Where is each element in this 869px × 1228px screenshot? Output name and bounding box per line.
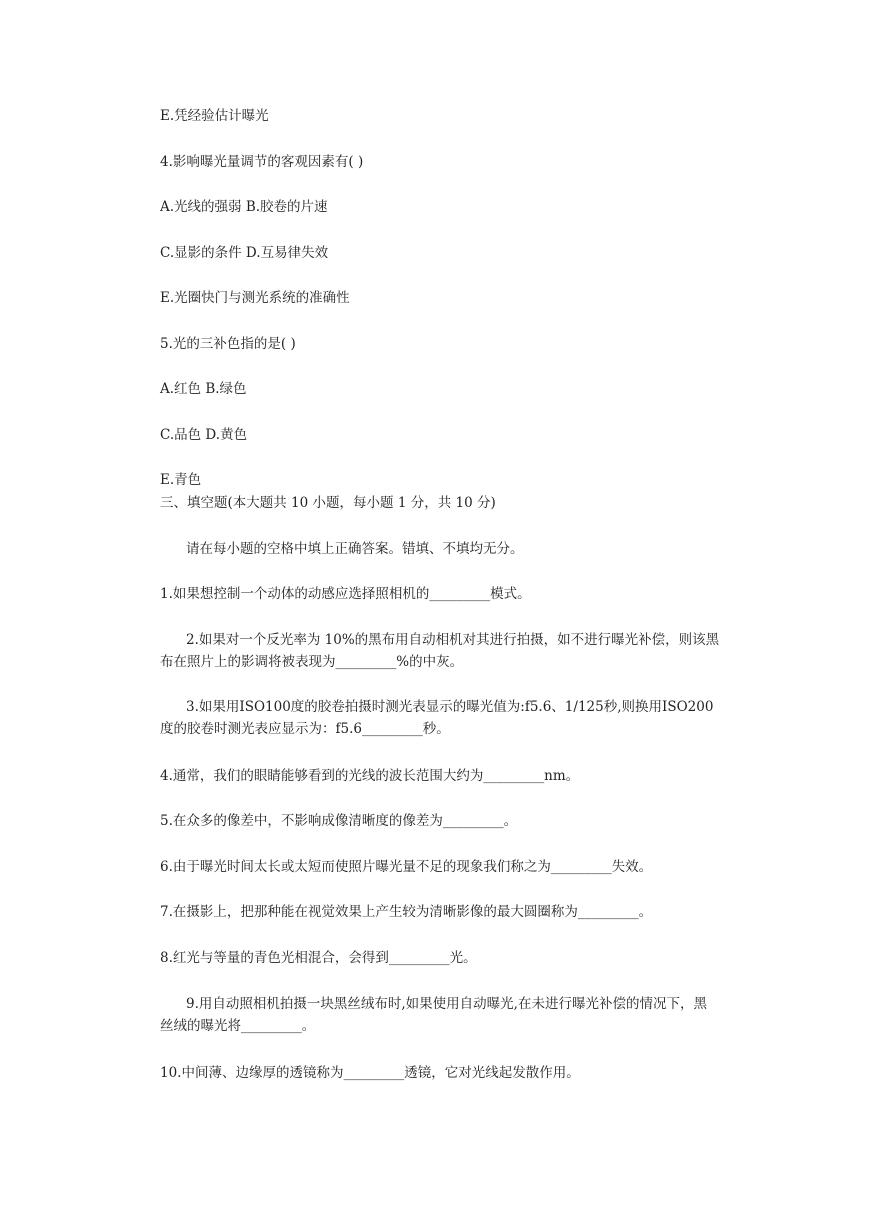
fill-question-3: 3.如果用ISO100度的胶卷拍摄时测光表显示的曝光值为:f5.6、1/125秒,则换用ISO200度的胶卷时测光表应显示为：f5.6_________秒。: [160, 699, 714, 737]
fill-question-7: 7.在摄影上，把那种能在视觉效果上产生较为清晰影像的最大圆圈称为_________。: [160, 904, 653, 920]
fill-question-6: 6.由于曝光时间太长或太短而使照片曝光量不足的现象我们称之为_________失效。: [160, 859, 653, 875]
option-line: E.青色: [160, 472, 202, 488]
fill-question-2: 2.如果对一个反光率为 10%的黑布用自动相机对其进行拍摄，如不进行曝光补偿，则该黑布在照片上的影调将被表现为_________%的中灰。: [160, 632, 720, 670]
option-line: A.红色 B.绿色: [160, 381, 247, 397]
question-line: 4.影响曝光量调节的客观因素有( ): [160, 154, 364, 170]
fill-question-5: 5.在众多的像差中，不影响成像清晰度的像差为_________。: [160, 813, 518, 829]
fill-question-1: 1.如果想控制一个动体的动感应选择照相机的_________模式。: [160, 586, 531, 602]
option-line: C.显影的条件 D.互易律失效: [160, 245, 329, 261]
option-line: C.品色 D.黄色: [160, 427, 248, 443]
option-line: E.光圈快门与测光系统的准确性: [160, 290, 350, 306]
fill-question-8: 8.红光与等量的青色光相混合，会得到_________光。: [160, 950, 477, 966]
section-instruction: 请在每小题的空格中填上正确答案。错填、不填均无分。: [186, 541, 524, 557]
question-line: 5.光的三补色指的是( ): [160, 336, 296, 352]
fill-question-10: 10.中间薄、边缘厚的透镜称为_________透镜，它对光线起发散作用。: [160, 1065, 580, 1081]
option-line: A.光线的强弱 B.胶卷的片速: [160, 199, 328, 215]
fill-question-9: 9.用自动照相机拍摄一块黑丝绒布时,如果使用自动曝光,在未进行曝光补偿的情况下，黑丝绒的曝光将_________。: [160, 996, 707, 1034]
option-line: E.凭经验估计曝光: [160, 108, 269, 124]
fill-question-4: 4.通常，我们的眼睛能够看到的光线的波长范围大约为_________nm。: [160, 768, 580, 784]
section-heading: 三、填空题(本大题共 10 小题，每小题 1 分，共 10 分): [160, 495, 496, 511]
